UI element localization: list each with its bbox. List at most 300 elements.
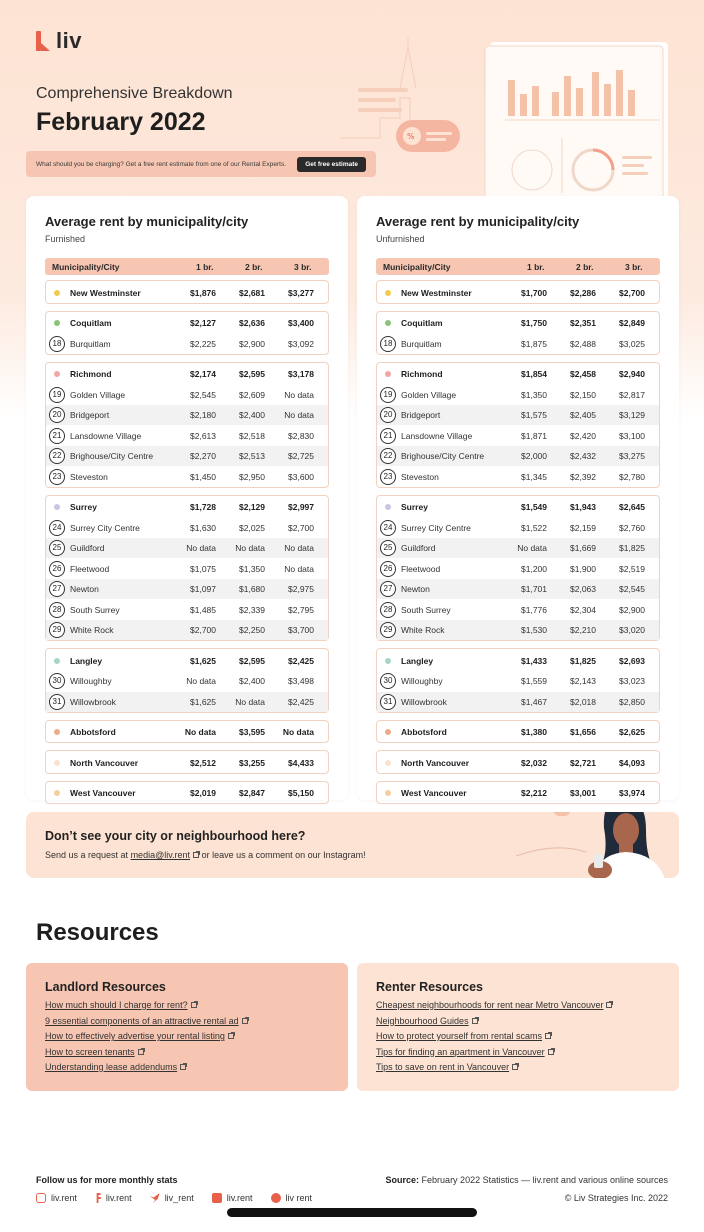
rent-value-1br: $2,032 bbox=[521, 757, 547, 768]
row-name-willowbrook: Willowbrook bbox=[401, 696, 447, 707]
table-row bbox=[377, 579, 659, 599]
landlord-resources-heading: Landlord Resources bbox=[45, 980, 166, 994]
rent-value-1br: $2,180 bbox=[190, 410, 216, 420]
row-name-surrey: Surrey bbox=[70, 502, 97, 512]
rent-value-1br: $2,700 bbox=[190, 625, 216, 635]
municipality-group bbox=[376, 648, 660, 713]
table-row bbox=[377, 446, 659, 466]
municipality-color-dot bbox=[54, 658, 60, 664]
municipality-color-dot bbox=[385, 320, 391, 326]
municipality-group bbox=[45, 280, 329, 304]
rent-value-3br: $3,974 bbox=[619, 788, 645, 798]
rent-value-3br: $2,519 bbox=[619, 563, 645, 574]
row-name-coquitlam: Coquitlam bbox=[70, 318, 112, 328]
rent-value-2br: $2,518 bbox=[239, 430, 265, 441]
external-link-icon bbox=[472, 1018, 478, 1024]
rent-value-3br: $3,129 bbox=[619, 410, 645, 420]
row-name-newton: Newton bbox=[70, 584, 99, 594]
linkedin-icon bbox=[212, 1193, 222, 1203]
row-name-white-rock: White Rock bbox=[401, 625, 445, 635]
external-link-icon bbox=[242, 1018, 248, 1024]
rent-value-2br: $2,129 bbox=[239, 502, 265, 512]
rent-value-2br: $2,351 bbox=[570, 318, 596, 328]
table-row bbox=[377, 783, 659, 803]
rent-value-3br: $2,975 bbox=[288, 584, 314, 594]
municipality-group bbox=[45, 648, 329, 713]
source-label: Source: bbox=[385, 1175, 420, 1185]
rent-value-3br: $3,277 bbox=[288, 287, 314, 298]
rent-value-3br: $2,545 bbox=[619, 584, 645, 594]
row-name-surrey-city-centre: Surrey City Centre bbox=[70, 522, 140, 533]
row-name-south-surrey: South Surrey bbox=[401, 604, 451, 615]
furnished-table-title: Average rent by municipality/city bbox=[45, 214, 249, 229]
rent-value-2br: $2,286 bbox=[570, 287, 596, 298]
table-row bbox=[46, 620, 328, 640]
table-row bbox=[377, 497, 659, 517]
rent-value-1br: $1,467 bbox=[521, 696, 547, 707]
rent-value-2br: $2,150 bbox=[570, 389, 596, 400]
social-handle: liv rent bbox=[285, 1193, 313, 1203]
column-header-2br: 2 br. bbox=[576, 262, 594, 272]
rent-value-1br: $1,485 bbox=[190, 604, 216, 615]
rent-value-3br: $1,825 bbox=[619, 543, 645, 553]
table-row bbox=[377, 651, 659, 671]
neighbourhood-number-badge: 21 bbox=[380, 428, 396, 444]
rent-value-3br: $2,900 bbox=[619, 604, 645, 615]
rent-value-3br: $2,940 bbox=[619, 369, 645, 379]
unfurnished-table-subtitle: Unfurnished bbox=[376, 234, 425, 244]
rent-value-3br: $2,780 bbox=[619, 471, 645, 482]
rent-value-2br: $2,304 bbox=[570, 604, 596, 615]
rent-value-3br: $2,425 bbox=[288, 655, 314, 666]
social-link-wechat[interactable] bbox=[271, 1193, 313, 1203]
rent-value-2br: $2,143 bbox=[570, 676, 596, 686]
rent-value-2br: $2,488 bbox=[570, 338, 596, 349]
social-link-linkedin[interactable] bbox=[212, 1193, 253, 1203]
rent-value-1br: $1,625 bbox=[190, 696, 216, 707]
rent-value-3br: No data bbox=[284, 543, 314, 553]
rent-value-1br: $1,630 bbox=[190, 522, 216, 533]
social-link-instagram[interactable] bbox=[36, 1193, 77, 1203]
liv-logo-icon bbox=[36, 31, 50, 51]
rent-value-3br: $3,100 bbox=[619, 430, 645, 441]
table-row bbox=[377, 518, 659, 538]
external-link-icon bbox=[193, 852, 199, 858]
rent-value-3br: No data bbox=[284, 389, 314, 400]
rent-value-2br: $2,595 bbox=[239, 369, 265, 379]
column-header-2br: 2 br. bbox=[245, 262, 263, 272]
rent-value-1br: $2,127 bbox=[190, 318, 216, 328]
renter-resource-link[interactable] bbox=[376, 1016, 612, 1032]
table-row bbox=[377, 283, 659, 303]
table-row bbox=[46, 722, 328, 742]
external-link-icon bbox=[512, 1064, 518, 1070]
renter-resources-card bbox=[357, 963, 679, 1091]
row-name-brighouse-city-centre: Brighouse/City Centre bbox=[401, 451, 485, 461]
row-name-langley: Langley bbox=[401, 655, 434, 666]
renter-resource-link[interactable] bbox=[376, 1000, 612, 1016]
row-name-abbotsford: Abbotsford bbox=[70, 727, 116, 737]
rent-value-2br: $2,513 bbox=[239, 451, 265, 461]
rent-value-1br: $1,549 bbox=[521, 502, 547, 512]
renter-resources-heading: Renter Resources bbox=[376, 980, 483, 994]
rent-value-1br: No data bbox=[186, 543, 216, 553]
neighbourhood-number-badge: 30 bbox=[380, 673, 396, 689]
row-name-fleetwood: Fleetwood bbox=[70, 563, 110, 574]
renter-resources-list bbox=[376, 1000, 612, 1078]
rent-value-3br: No data bbox=[282, 727, 314, 737]
rent-value-2br: $2,900 bbox=[239, 338, 265, 349]
home-indicator[interactable] bbox=[227, 1208, 477, 1217]
column-header-municipality: Municipality/City bbox=[383, 262, 451, 272]
external-link-icon bbox=[606, 1002, 612, 1008]
rent-value-2br: $1,825 bbox=[570, 655, 596, 666]
facebook-icon bbox=[95, 1193, 101, 1203]
renter-resource-link[interactable] bbox=[376, 1031, 612, 1047]
landlord-resource-link[interactable] bbox=[45, 1062, 248, 1078]
neighbourhood-number-badge: 24 bbox=[49, 520, 65, 536]
rent-value-2br: $2,420 bbox=[570, 430, 596, 441]
rent-value-2br: $1,350 bbox=[239, 563, 265, 574]
table-row bbox=[46, 385, 328, 405]
rent-value-3br: $2,700 bbox=[619, 287, 645, 298]
rent-value-2br: $1,900 bbox=[570, 563, 596, 574]
rent-value-2br: $1,680 bbox=[239, 584, 265, 594]
rent-value-2br: $2,018 bbox=[570, 696, 596, 707]
rent-value-3br: $2,425 bbox=[288, 696, 314, 707]
rent-value-1br: $2,270 bbox=[190, 451, 216, 461]
table-row bbox=[377, 385, 659, 405]
rent-value-3br: $3,023 bbox=[619, 676, 645, 686]
rent-value-2br: $2,405 bbox=[570, 410, 596, 420]
neighbourhood-number-badge: 28 bbox=[49, 602, 65, 618]
rent-value-3br: $2,830 bbox=[288, 430, 314, 441]
municipality-color-dot bbox=[385, 760, 391, 766]
neighbourhood-number-badge: 27 bbox=[49, 581, 65, 597]
rent-value-3br: $5,150 bbox=[288, 788, 314, 798]
rent-value-1br: $1,575 bbox=[521, 410, 547, 420]
municipality-color-dot bbox=[54, 371, 60, 377]
row-name-west-vancouver: West Vancouver bbox=[70, 788, 136, 798]
rent-value-2br: $1,656 bbox=[570, 727, 596, 737]
resource-link-label: Neighbourhood Guides bbox=[376, 1015, 469, 1026]
rent-value-2br: $2,595 bbox=[239, 655, 265, 666]
rent-value-2br: $2,025 bbox=[239, 522, 265, 533]
municipality-color-dot bbox=[54, 729, 60, 735]
table-row bbox=[377, 600, 659, 620]
rent-value-1br: $1,701 bbox=[521, 584, 547, 594]
neighbourhood-number-badge: 19 bbox=[380, 387, 396, 403]
rent-value-1br: No data bbox=[186, 676, 216, 686]
rent-value-1br: $1,075 bbox=[190, 563, 216, 574]
resource-link-label: 9 essential components of an attractive rental ad bbox=[45, 1015, 239, 1026]
rent-value-1br: $1,750 bbox=[521, 318, 547, 328]
rent-value-1br: $1,728 bbox=[190, 502, 216, 512]
rent-value-1br: $1,559 bbox=[521, 676, 547, 686]
municipality-group bbox=[45, 362, 329, 488]
column-header-1br: 1 br. bbox=[196, 262, 214, 272]
table-row bbox=[46, 692, 328, 712]
rent-value-3br: $3,020 bbox=[619, 625, 645, 635]
resource-link-label: How to screen tenants bbox=[45, 1046, 135, 1057]
municipality-group bbox=[376, 280, 660, 304]
rent-value-1br: No data bbox=[517, 543, 547, 553]
row-name-fleetwood: Fleetwood bbox=[401, 563, 441, 574]
rent-value-2br: $3,001 bbox=[570, 788, 596, 798]
table-row bbox=[377, 426, 659, 446]
table-row bbox=[377, 538, 659, 558]
municipality-color-dot bbox=[54, 290, 60, 296]
neighbourhood-number-badge: 29 bbox=[380, 622, 396, 638]
neighbourhood-number-badge: 30 bbox=[49, 673, 65, 689]
column-header-3br: 3 br. bbox=[294, 262, 312, 272]
rent-value-1br: $2,512 bbox=[190, 757, 216, 768]
rent-value-3br: $2,693 bbox=[619, 655, 645, 666]
rent-value-3br: $3,700 bbox=[288, 625, 314, 635]
rent-value-2br: $2,159 bbox=[570, 522, 596, 533]
row-name-richmond: Richmond bbox=[70, 369, 112, 379]
municipality-color-dot bbox=[385, 729, 391, 735]
media-email-link[interactable]: media@liv.rent bbox=[130, 850, 191, 860]
row-name-golden-village: Golden Village bbox=[70, 389, 126, 400]
banner-heading: Don’t see your city or neighbourhood here? bbox=[45, 829, 306, 843]
table-row bbox=[377, 753, 659, 773]
rent-value-2br: $2,636 bbox=[239, 318, 265, 328]
municipality-color-dot bbox=[385, 658, 391, 664]
municipality-group bbox=[45, 750, 329, 774]
neighbourhood-number-badge: 26 bbox=[380, 561, 396, 577]
neighbourhood-number-badge: 26 bbox=[49, 561, 65, 577]
landlord-resource-link[interactable] bbox=[45, 1016, 248, 1032]
rent-value-3br: $2,850 bbox=[619, 696, 645, 707]
rent-value-1br: $2,545 bbox=[190, 389, 216, 400]
row-name-steveston: Steveston bbox=[401, 471, 439, 482]
table-row bbox=[377, 620, 659, 640]
rent-value-2br: $2,210 bbox=[570, 625, 596, 635]
rent-value-2br: $2,339 bbox=[239, 604, 265, 615]
banner-text-after: or leave us a comment on our Instagram! bbox=[199, 850, 366, 860]
table-row bbox=[377, 405, 659, 425]
external-link-icon bbox=[180, 1064, 186, 1070]
rent-value-1br: $1,350 bbox=[521, 389, 547, 400]
row-name-newton: Newton bbox=[401, 584, 430, 594]
follow-us-label: Follow us for more monthly stats bbox=[36, 1175, 178, 1185]
resource-link-label: Tips for finding an apartment in Vancouver bbox=[376, 1046, 545, 1057]
table-row bbox=[46, 579, 328, 599]
neighbourhood-number-badge: 25 bbox=[49, 540, 65, 556]
request-city-banner bbox=[26, 812, 679, 878]
rent-value-1br: $1,625 bbox=[190, 655, 216, 666]
rent-value-1br: $1,871 bbox=[521, 430, 547, 441]
liv-logo[interactable] bbox=[36, 28, 82, 54]
neighbourhood-number-badge: 31 bbox=[380, 694, 396, 710]
rent-value-1br: $1,097 bbox=[190, 584, 216, 594]
table-row bbox=[377, 334, 659, 354]
row-name-steveston: Steveston bbox=[70, 471, 108, 482]
resource-link-label: How to effectively advertise your rental listing bbox=[45, 1031, 225, 1041]
row-name-lansdowne-village: Lansdowne Village bbox=[401, 430, 473, 441]
rent-value-2br: $2,458 bbox=[570, 369, 596, 379]
woman-with-phone-illustration bbox=[516, 812, 679, 878]
resource-link-label: Tips to save on rent in Vancouver bbox=[376, 1062, 510, 1072]
municipality-color-dot bbox=[385, 790, 391, 796]
rent-value-1br: $2,212 bbox=[521, 788, 547, 798]
neighbourhood-number-badge: 22 bbox=[49, 448, 65, 464]
twitter-icon bbox=[150, 1193, 160, 1203]
row-name-bridgeport: Bridgeport bbox=[70, 410, 110, 420]
rent-value-1br: $2,225 bbox=[190, 338, 216, 349]
municipality-color-dot bbox=[385, 290, 391, 296]
column-header-municipality: Municipality/City bbox=[52, 262, 120, 272]
rent-value-1br: $1,345 bbox=[521, 471, 547, 482]
row-name-bridgeport: Bridgeport bbox=[401, 410, 441, 420]
row-name-new-westminster: New Westminster bbox=[70, 287, 141, 298]
rent-value-1br: $1,854 bbox=[521, 369, 547, 379]
municipality-group bbox=[376, 720, 660, 744]
table-row bbox=[46, 446, 328, 466]
rent-value-3br: $2,849 bbox=[619, 318, 645, 328]
rent-value-3br: $4,433 bbox=[288, 757, 314, 768]
neighbourhood-number-badge: 31 bbox=[49, 694, 65, 710]
rent-value-1br: $1,200 bbox=[521, 563, 547, 574]
social-link-facebook[interactable] bbox=[95, 1193, 132, 1203]
row-name-burquitlam: Burquitlam bbox=[70, 338, 111, 349]
table-row bbox=[46, 467, 328, 487]
report-title: February 2022 bbox=[36, 108, 206, 136]
table-row bbox=[377, 722, 659, 742]
rent-value-2br: $2,400 bbox=[239, 676, 265, 686]
neighbourhood-number-badge: 23 bbox=[380, 469, 396, 485]
row-name-north-vancouver: North Vancouver bbox=[401, 757, 470, 768]
rent-value-1br: $1,700 bbox=[521, 287, 547, 298]
renter-resource-link[interactable] bbox=[376, 1062, 612, 1078]
rent-value-2br: $2,432 bbox=[570, 451, 596, 461]
row-name-abbotsford: Abbotsford bbox=[401, 727, 447, 737]
rent-value-2br: No data bbox=[235, 696, 265, 707]
rent-value-1br: $1,380 bbox=[521, 727, 547, 737]
rent-value-2br: $1,943 bbox=[570, 502, 596, 512]
rent-value-3br: $3,600 bbox=[288, 471, 314, 482]
rent-value-2br: $2,950 bbox=[239, 471, 265, 482]
row-name-west-vancouver: West Vancouver bbox=[401, 788, 467, 798]
table-row bbox=[377, 313, 659, 333]
table-row bbox=[46, 600, 328, 620]
rent-value-3br: $3,498 bbox=[288, 676, 314, 686]
resource-link-label: Understanding lease addendums bbox=[45, 1062, 178, 1072]
rent-value-3br: $3,025 bbox=[619, 338, 645, 349]
municipality-color-dot bbox=[54, 320, 60, 326]
table-row bbox=[46, 538, 328, 558]
rent-value-2br: $3,255 bbox=[239, 757, 265, 768]
row-name-white-rock: White Rock bbox=[70, 625, 114, 635]
table-row bbox=[377, 671, 659, 691]
report-subtitle: Comprehensive Breakdown bbox=[36, 85, 233, 102]
rent-value-3br: $3,178 bbox=[288, 369, 314, 379]
rent-value-1br: $2,174 bbox=[190, 369, 216, 379]
table-row bbox=[46, 671, 328, 691]
table-row bbox=[46, 559, 328, 579]
municipality-group bbox=[376, 495, 660, 642]
rent-value-2br: $1,669 bbox=[570, 543, 596, 553]
landlord-resource-link[interactable] bbox=[45, 1031, 248, 1047]
table-row bbox=[46, 518, 328, 538]
social-link-twitter[interactable] bbox=[150, 1193, 194, 1203]
neighbourhood-number-badge: 29 bbox=[49, 622, 65, 638]
municipality-color-dot bbox=[385, 371, 391, 377]
rent-value-3br: No data bbox=[284, 410, 314, 420]
rent-value-1br: $1,876 bbox=[190, 287, 216, 298]
rent-value-3br: $2,997 bbox=[288, 502, 314, 512]
landlord-resource-link[interactable] bbox=[45, 1047, 248, 1063]
row-name-willoughby: Willoughby bbox=[70, 676, 112, 686]
neighbourhood-number-badge: 20 bbox=[380, 407, 396, 423]
neighbourhood-number-badge: 28 bbox=[380, 602, 396, 618]
rent-value-1br: $1,522 bbox=[521, 522, 547, 533]
renter-resource-link[interactable] bbox=[376, 1047, 612, 1063]
municipality-color-dot bbox=[54, 790, 60, 796]
social-handle: liv.rent bbox=[51, 1193, 77, 1203]
social-handle: liv_rent bbox=[164, 1193, 194, 1203]
municipality-group bbox=[376, 362, 660, 488]
column-header-1br: 1 br. bbox=[527, 262, 545, 272]
table-row bbox=[46, 334, 328, 354]
neighbourhood-number-badge: 18 bbox=[380, 336, 396, 352]
row-name-willowbrook: Willowbrook bbox=[70, 696, 116, 707]
row-name-brighouse-city-centre: Brighouse/City Centre bbox=[70, 451, 154, 461]
rent-value-3br: $3,092 bbox=[288, 338, 314, 349]
rent-value-3br: $3,400 bbox=[288, 318, 314, 328]
rent-value-1br: $1,530 bbox=[521, 625, 547, 635]
rent-value-2br: $2,400 bbox=[239, 410, 265, 420]
table-row bbox=[46, 426, 328, 446]
external-link-icon bbox=[548, 1049, 554, 1055]
municipality-group bbox=[45, 495, 329, 642]
resource-link-label: How much should I charge for rent? bbox=[45, 1000, 188, 1010]
column-header-3br: 3 br. bbox=[625, 262, 643, 272]
landlord-resources-list bbox=[45, 1000, 248, 1078]
rent-value-1br: $1,450 bbox=[190, 471, 216, 482]
municipality-group bbox=[45, 720, 329, 744]
row-name-guildford: Guildford bbox=[401, 543, 436, 553]
row-name-surrey: Surrey bbox=[401, 502, 428, 512]
logo-wordmark: liv bbox=[56, 28, 82, 53]
external-link-icon bbox=[191, 1002, 197, 1008]
unfurnished-rent-table bbox=[357, 196, 679, 800]
svg-text:%: % bbox=[407, 132, 415, 141]
table-row bbox=[377, 692, 659, 712]
neighbourhood-number-badge: 21 bbox=[49, 428, 65, 444]
row-name-guildford: Guildford bbox=[70, 543, 105, 553]
rent-value-3br: $2,817 bbox=[619, 389, 645, 400]
rent-value-2br: $2,250 bbox=[239, 625, 265, 635]
rent-value-1br: $1,875 bbox=[521, 338, 547, 349]
unfurnished-table-header bbox=[376, 258, 660, 275]
municipality-group bbox=[45, 781, 329, 805]
external-link-icon bbox=[228, 1033, 234, 1039]
copyright: © Liv Strategies Inc. 2022 bbox=[564, 1193, 668, 1203]
resource-link-label: Cheapest neighbourhoods for rent near Metro Vancouver bbox=[376, 1000, 604, 1010]
row-name-north-vancouver: North Vancouver bbox=[70, 757, 139, 768]
municipality-group bbox=[45, 311, 329, 355]
row-name-coquitlam: Coquitlam bbox=[401, 318, 443, 328]
resources-heading: Resources bbox=[36, 919, 159, 946]
furnished-rent-table bbox=[26, 196, 348, 800]
rent-value-3br: $3,275 bbox=[619, 451, 645, 461]
rent-value-3br: $2,795 bbox=[288, 604, 314, 615]
row-name-south-surrey: South Surrey bbox=[70, 604, 120, 615]
landlord-resource-link[interactable] bbox=[45, 1000, 248, 1016]
get-free-estimate-button[interactable]: Get free estimate bbox=[297, 157, 366, 172]
